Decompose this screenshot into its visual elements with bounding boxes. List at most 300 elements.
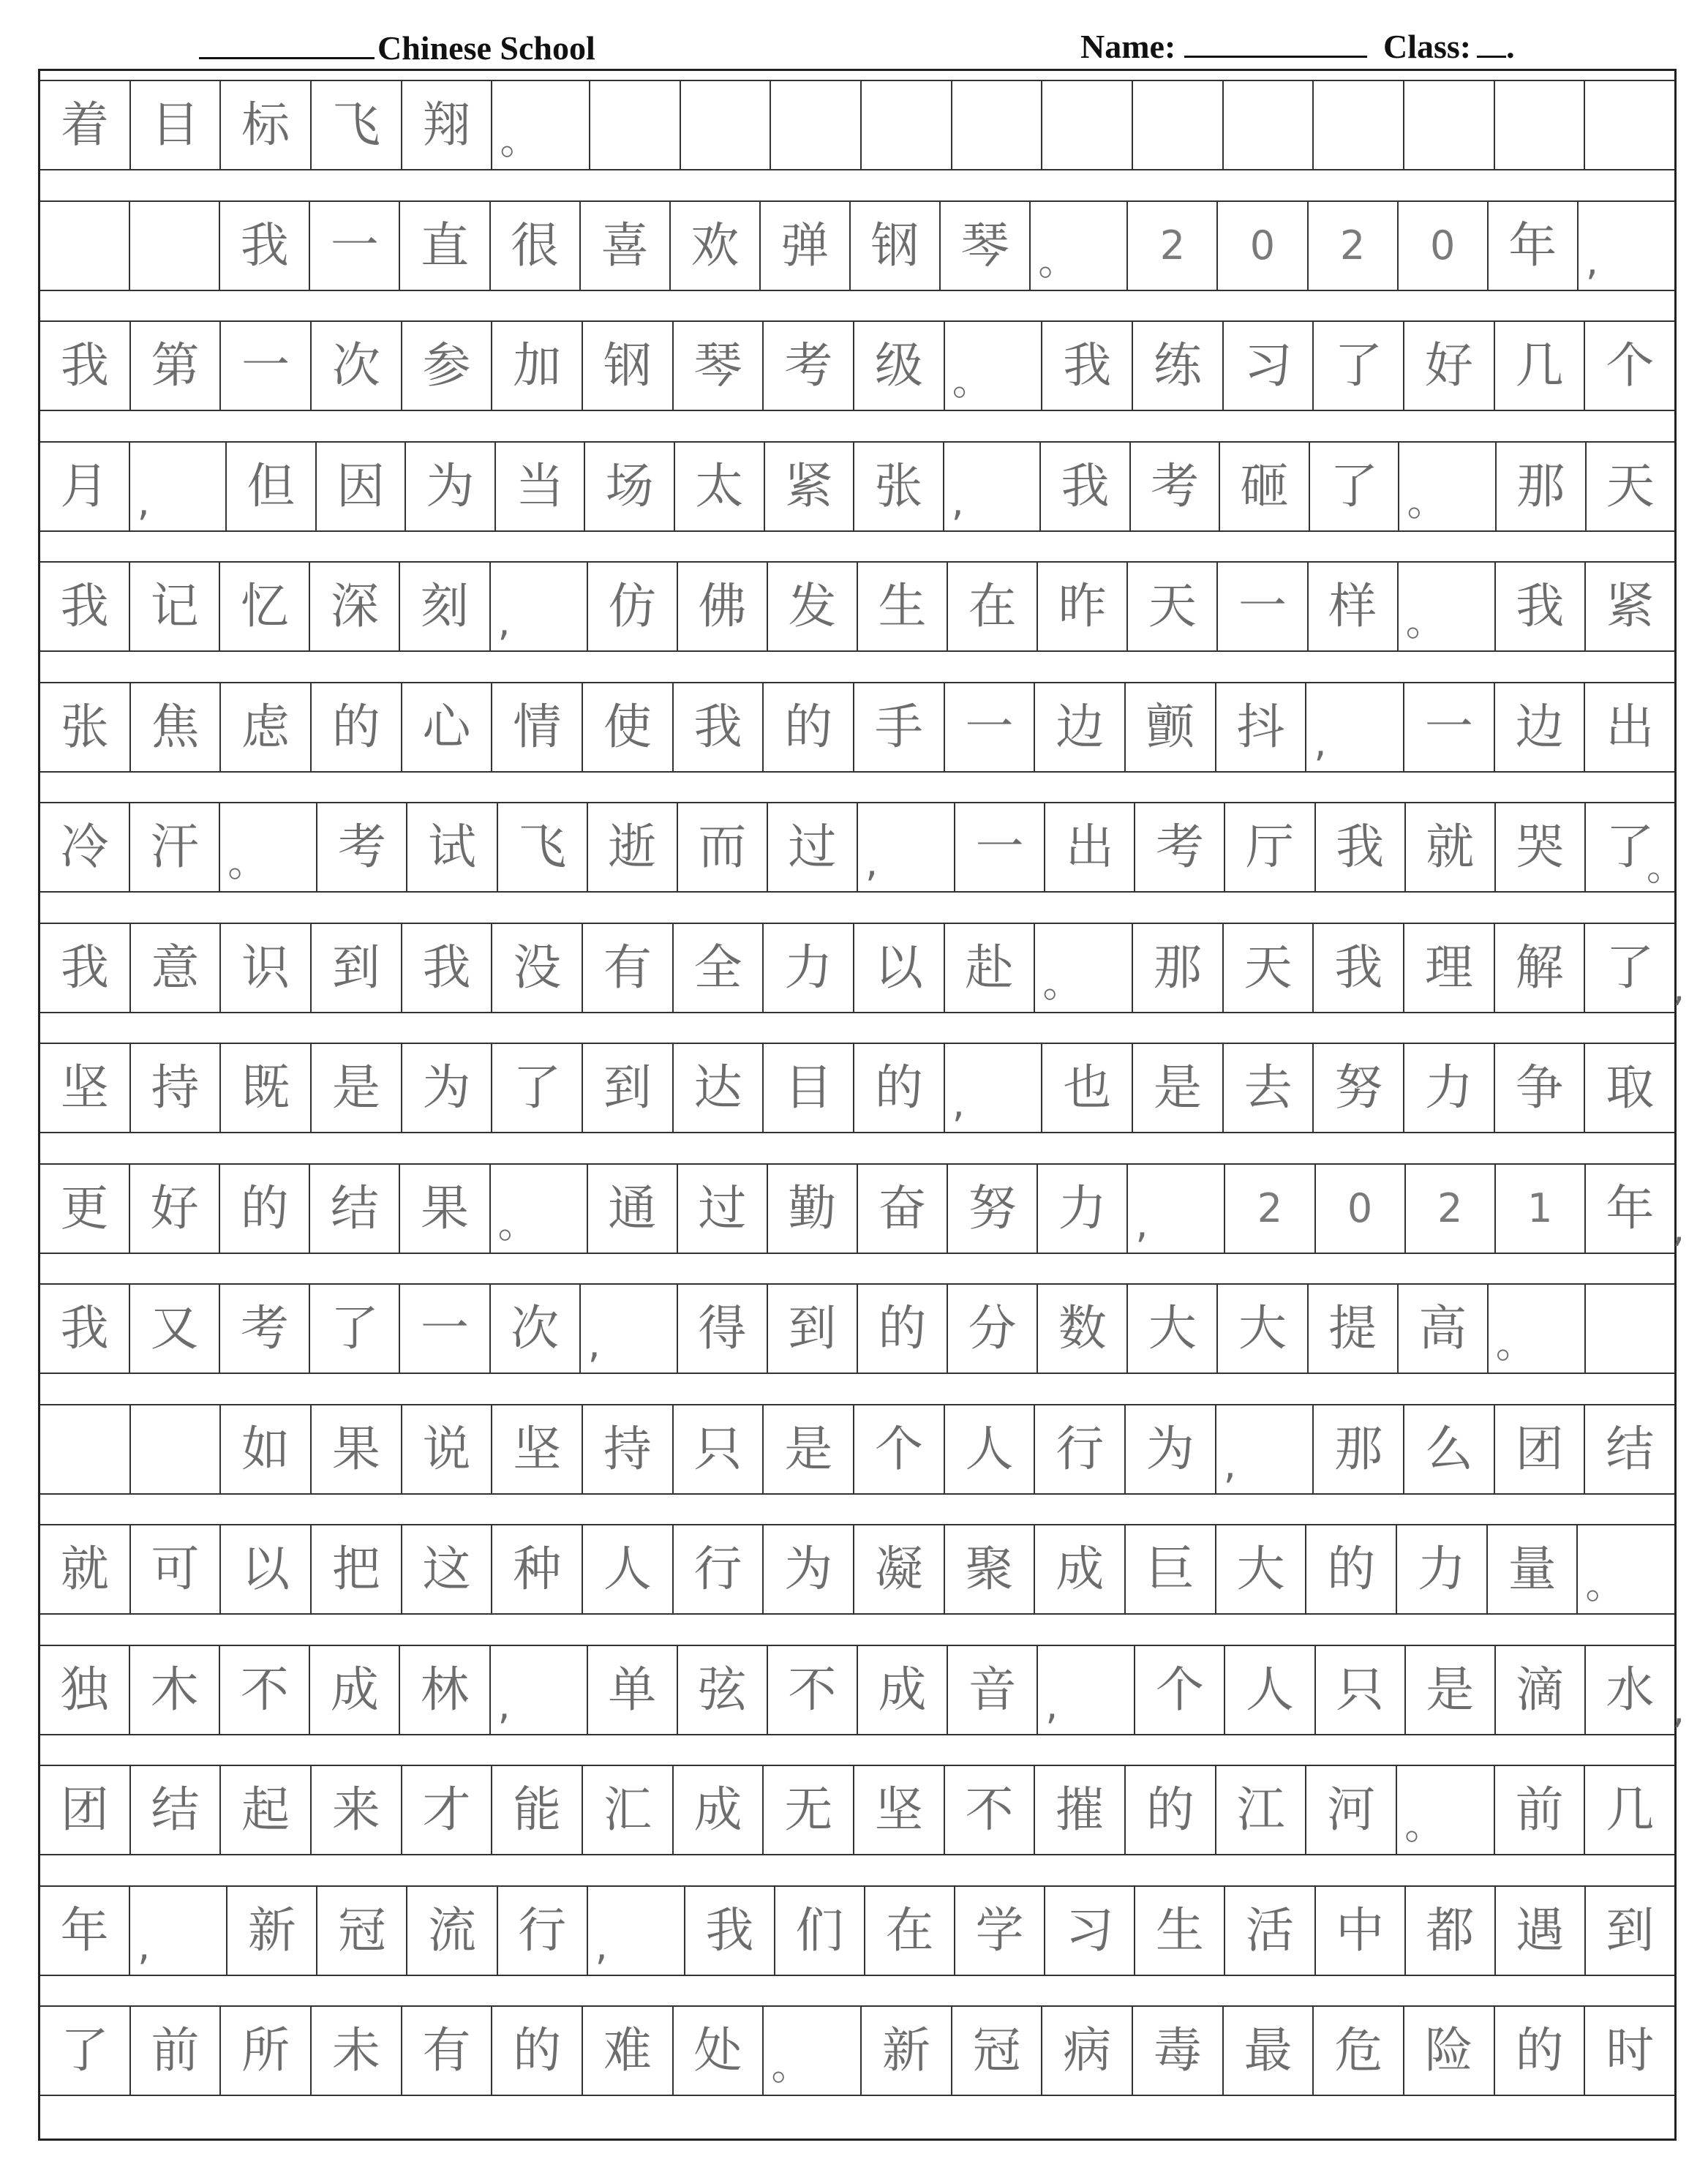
grid-cell: 。 [491,81,589,169]
grid-cell: 。 [1397,563,1494,650]
grid-cell: 。 [1029,202,1126,290]
grid-cell: 发 [767,563,857,650]
grid-cell: 紧 [1584,563,1674,650]
grid-cell: 焦 [129,683,220,771]
grid-cell: 这 [401,1525,492,1613]
grid-cell: 的 [1124,1766,1215,1854]
worksheet-header [0,0,1708,73]
grid-cell: 一 [309,202,399,290]
grid-cell: 考 [316,803,406,891]
grid-cell: 林 [399,1646,489,1734]
grid-cell: 独 [60,1661,109,1718]
grid-cell: 刻 [399,563,489,650]
grid-cell: 起 [219,1766,310,1854]
grid-cell [129,202,219,290]
grid-cell: 试 [406,803,496,891]
grid-cell: 我 [672,683,763,771]
grid-cell: 是 [1404,1646,1494,1734]
grid-cell: 河 [1305,1766,1396,1854]
grid-cell: 仿 [587,563,677,650]
grid-cell: 目 [762,1044,853,1132]
grid-cell: 次 [310,322,401,410]
grid-cell: 样 [1307,563,1397,650]
grid-cell: , [489,1646,587,1734]
grid-cell: 天 [1126,563,1216,650]
grid-cell: 力 [762,924,853,1012]
grid-cell: 把 [310,1525,401,1613]
grid-cell: 的 [491,2007,582,2095]
grid-cell: 大 [1216,1285,1306,1373]
grid-cell: 冠 [316,1887,406,1975]
grid-cell: 考 [762,322,853,410]
grid-cell: 那 [1132,924,1222,1012]
grid-cell: 得 [677,1285,767,1373]
grid-cell: 不 [219,1646,309,1734]
grid-cell: 我 [401,924,492,1012]
grid-cell: 中 [1314,1887,1404,1975]
grid-cell: 飞 [310,81,401,169]
grid-cell: 的 [1305,1525,1396,1613]
grid-cell: 取 [1584,1044,1674,1132]
class-label: Class: [1383,28,1472,65]
grid-cell: 人 [944,1405,1034,1493]
grid-cell: 使 [582,683,672,771]
school-blank [199,28,375,59]
grid-cell: 前 [129,2007,220,2095]
grid-cell: 既 [219,1044,310,1132]
grid-row [40,200,1674,291]
grid-cell: 了 [1312,322,1403,410]
grid-cell: 了 。 [1584,803,1674,891]
grid-cell: 考 [1134,803,1224,891]
grid-cell: 喜 [579,202,669,290]
grid-cell: 记 [129,563,219,650]
grid-cell: 。 [762,2007,860,2095]
grid-cell: 月 [60,457,109,514]
grid-cell: , [1037,1646,1134,1734]
grid-cell: 欢 [669,202,759,290]
class-field [1383,26,1515,66]
grid-cell: 持 [129,1044,220,1132]
grid-cell: 遇 [1494,1887,1584,1975]
grid-cell [1584,81,1674,169]
grid-cell: 手 [853,683,944,771]
grid-cell: 我 [1314,803,1404,891]
grid-cell: 昨 [1037,563,1126,650]
grid-cell [1494,81,1584,169]
grid-cell: 量 [1486,1525,1577,1613]
grid-cell: 更 [60,1179,109,1236]
grid-cell: 来 [310,1766,401,1854]
grid-cell [40,202,129,290]
grid-cell: 弦 [677,1646,767,1734]
grid-row [40,1283,1674,1374]
grid-row [40,2005,1674,2096]
grid-cell: 次 [489,1285,579,1373]
grid-cell: 江 [1215,1766,1306,1854]
grid-cell: 。 [1487,1285,1584,1373]
grid-cell: 飞 [497,803,587,891]
grid-cell: 我 [1312,924,1403,1012]
grid-cell: 努 [947,1165,1037,1253]
grid-cell: 厅 [1224,803,1314,891]
grid-cell: 了 [1309,443,1399,530]
grid-cell: 为 [762,1525,853,1613]
grid-cell: 好 [1403,322,1494,410]
grid-cell: 新 [860,2007,951,2095]
grid-cell: 争 [1494,1044,1584,1132]
grid-cell: 我 [219,202,309,290]
grid-cell: 以 [219,1525,310,1613]
grid-cell [1403,81,1494,169]
grid-cell [860,81,951,169]
grid-cell: 为 [1124,1405,1215,1493]
grid-cell: 紧 [764,443,854,530]
grid-cell: 太 [674,443,764,530]
grid-cell: 达 [672,1044,763,1132]
grid-cell: , [1126,1165,1224,1253]
grid-cell: 巨 [1124,1525,1215,1613]
grid-cell: 0 [1314,1165,1404,1253]
grid-cell: 所 [219,2007,310,2095]
grid-cell: 成 [857,1646,947,1734]
grid-row [40,1163,1685,1254]
grid-cell: 毒 [1132,2007,1222,2095]
grid-cell [770,81,860,169]
grid-cell: 又 [129,1285,219,1373]
grid-cell: 目 [129,81,220,169]
grid-cell: 凝 [853,1525,944,1613]
grid-row [40,80,1674,170]
grid-cell [1132,81,1222,169]
grid-cell: 年 [1487,202,1577,290]
grid-cell: 但 [225,443,315,530]
grid-cell: 提 [1307,1285,1397,1373]
grid-cell: 张 [853,443,943,530]
grid-cell: 前 [1494,1766,1584,1854]
grid-row [40,320,1674,411]
trailing-punctuation: , [1672,1206,1685,1251]
grid-cell: 出 [1584,683,1674,771]
trailing-punctuation: , [1672,1688,1685,1732]
grid-cell: 滴 [1494,1646,1584,1734]
grid-cell: 边 [1494,683,1584,771]
grid-cell: 参 [401,322,492,410]
grid-cell: 可 [129,1525,220,1613]
grid-cell: 了 , [1584,924,1674,1012]
grid-cell: 哭 [1494,803,1584,891]
grid-cell: 佛 [677,563,767,650]
grid-cell: 大 [1126,1285,1216,1373]
grid-cell: 都 [1404,1887,1494,1975]
grid-cell: 过 [677,1165,767,1253]
grid-cell: 忆 [219,563,309,650]
grid-cell: 坚 [491,1405,582,1493]
grid-cell: 奋 [857,1165,947,1253]
grid-cell: 在 [864,1887,954,1975]
grid-cell: 我 [684,1887,774,1975]
grid-cell: 一 [1216,563,1306,650]
grid-cell: 么 [1403,1405,1494,1493]
grid-cell: 我 [60,939,109,996]
grid-cell: 是 [762,1405,853,1493]
grid-cell: 年 [60,1901,109,1959]
grid-cell: 通 [587,1165,677,1253]
grid-cell: 习 [1044,1887,1134,1975]
grid-cell: 钢 [849,202,939,290]
grid-cell: , [579,1285,677,1373]
grid-cell: 坚 [853,1766,944,1854]
school-label: Chinese School [377,29,595,67]
grid-cell: 了 [491,1044,582,1132]
grid-cell [1584,1285,1674,1373]
name-label: Name: [1080,28,1176,65]
grid-cell: 果 [399,1165,489,1253]
grid-cell [1041,81,1132,169]
grid-cell: 在 [947,563,1037,650]
grid-cell: 的 [219,1165,309,1253]
grid-cell: 我 [60,578,109,634]
grid-cell: 第 [129,322,220,410]
grid-cell: 识 [219,924,310,1012]
grid-cell: 有 [401,2007,492,2095]
grid-cell: 。 [1034,924,1132,1012]
grid-cell: 钢 [582,322,672,410]
grid-cell: 张 [60,698,109,755]
grid-cell: 边 [1034,683,1124,771]
grid-cell: 意 [129,924,220,1012]
grid-cell: 为 [401,1044,492,1132]
grid-cell: 是 [310,1044,401,1132]
grid-cell: 汗 [129,803,219,891]
grid-cell: 木 [129,1646,219,1734]
grid-row [40,682,1674,773]
grid-cell: 心 [401,683,492,771]
grid-cell: , [129,1887,226,1975]
grid-cell: 力 [1037,1165,1126,1253]
grid-cell: 0 [1397,202,1487,290]
grid-cell: 不 [767,1646,857,1734]
grid-cell: 力 [1403,1044,1494,1132]
grid-cell: 学 [954,1887,1044,1975]
grid-cell [951,81,1042,169]
grid-cell: 到 [310,924,401,1012]
name-field [1080,26,1367,66]
grid-cell: 的 [310,683,401,771]
school-field [199,28,595,67]
grid-cell: 几 [1584,1766,1674,1854]
grid-row [40,1765,1674,1855]
grid-cell: 。 [1396,1766,1494,1854]
grid-cell: 深 [309,563,399,650]
grid-cell: 成 [309,1646,399,1734]
grid-cell: 才 [401,1766,492,1854]
grid-cell: 团 [60,1781,109,1838]
grid-cell: 。 [1576,1525,1674,1613]
grid-cell: 只 [1314,1646,1404,1734]
grid-cell: 处 [672,2007,763,2095]
grid-cell [680,81,770,169]
grid-cell: 的 [762,683,853,771]
grid-cell: 摧 [1034,1766,1124,1854]
grid-cell: 勤 [767,1165,857,1253]
grid-cell: 因 [315,443,405,530]
grid-cell: 个 [1134,1646,1224,1734]
grid-cell: 音 [947,1646,1037,1734]
grid-cell: 标 [219,81,310,169]
grid-row [40,1404,1674,1495]
grid-cell: 是 [1132,1044,1222,1132]
grid-cell: 0 [1216,202,1306,290]
grid-cell: 着 [60,97,109,153]
grid-cell: 我 [60,337,109,394]
grid-cell: , [944,1044,1042,1132]
grid-cell: 一 [1403,683,1494,771]
grid-cell: 没 [491,924,582,1012]
grid-cell: 的 [1494,2007,1584,2095]
grid-cell: 分 [947,1285,1037,1373]
grid-cell: 砸 [1219,443,1309,530]
grid-cell: 直 [399,202,489,290]
grid-cell: 天 [1585,443,1675,530]
grid-cell: 的 [857,1285,947,1373]
grid-cell: , [489,563,587,650]
grid-cell: 也 [1041,1044,1132,1132]
grid-cell: 我 [1041,322,1132,410]
grid-cell: 2 [1404,1165,1494,1253]
grid-cell: 有 [582,924,672,1012]
grid-cell: 数 [1037,1285,1126,1373]
grid-cell: 考 [219,1285,309,1373]
grid-cell: 冠 [951,2007,1042,2095]
grid-cell: 理 [1403,924,1494,1012]
grid-cell: 场 [584,443,674,530]
grid-cell: , [1215,1405,1313,1493]
grid-cell: 琴 [672,322,763,410]
grid-cell: 那 [1495,443,1585,530]
grid-cell: 2 [1307,202,1397,290]
grid-cell: 人 [1224,1646,1314,1734]
grid-cell: 险 [1403,2007,1494,2095]
grid-cell: 到 [1584,1887,1674,1975]
grid-cell: 。 [489,1165,587,1253]
grid-cell: 行 [497,1887,587,1975]
grid-row [40,1043,1674,1133]
grid-cell: 就 [1404,803,1494,891]
grid-cell: 活 [1224,1887,1314,1975]
grid-row [40,561,1674,652]
class-tail: . [1506,28,1515,65]
grid-cell: 生 [1134,1887,1224,1975]
grid-cell: 个 [1584,322,1674,410]
grid-row [40,441,1674,532]
grid-cell: 结 [1584,1405,1674,1493]
grid-cell: 为 [405,443,494,530]
grid-cell: 练 [1132,322,1222,410]
grid-cell: 最 [1222,2007,1313,2095]
grid-cell [589,81,680,169]
grid-cell: 了 [309,1285,399,1373]
grid-cell: 一 [954,803,1044,891]
name-blank [1184,26,1367,58]
grid-cell: 了 [60,2022,109,2079]
grid-cell: 汇 [582,1766,672,1854]
grid-cell: 级 [853,322,944,410]
grid-cell: 当 [494,443,584,530]
writing-grid [38,69,1685,2141]
grid-cell: 颤 [1124,683,1215,771]
grid-cell: 。 [944,322,1042,410]
grid-cell: 全 [672,924,763,1012]
grid-cell: 2 [1224,1165,1314,1253]
grid-cell: , [857,803,954,891]
grid-cell: , [1577,202,1674,290]
grid-row [40,802,1685,893]
grid-cell: , [587,1887,684,1975]
grid-cell: 不 [944,1766,1034,1854]
grid-cell: 成 [1034,1525,1124,1613]
grid-cell: 如 [219,1405,310,1493]
grid-cell: 生 [857,563,947,650]
grid-cell: 过 [767,803,857,891]
grid-cell: 结 [129,1766,220,1854]
grid-row [40,1524,1674,1615]
grid-cell: 坚 [60,1059,109,1116]
grid-cell: 持 [582,1405,672,1493]
grid-cell: 赴 [944,924,1034,1012]
grid-cell: 习 [1222,322,1313,410]
grid-row [40,923,1685,1013]
grid-cell: 只 [672,1405,763,1493]
grid-cell: 一 [219,322,310,410]
grid-cell: 能 [491,1766,582,1854]
grid-cell: 我 [1039,443,1129,530]
grid-cell: 。 [1398,443,1495,530]
grid-cell: 很 [489,202,579,290]
grid-cell: 成 [672,1766,763,1854]
grid-cell: 一 [399,1285,489,1373]
grid-cell: 难 [582,2007,672,2095]
grid-cell: 出 [1044,803,1134,891]
grid-cell: 2 [1126,202,1216,290]
grid-cell: 流 [406,1887,496,1975]
grid-cell [1222,81,1313,169]
grid-cell: 弹 [759,202,849,290]
grid-cell: 新 [226,1887,316,1975]
grid-cell: 努 [1312,1044,1403,1132]
grid-cell: 个 [853,1405,944,1493]
grid-cell: 琴 [939,202,1029,290]
grid-cell: 一 [944,683,1034,771]
grid-cell: 危 [1312,2007,1403,2095]
grid-cell: 水 , [1584,1646,1674,1734]
grid-cell: 们 [774,1887,864,1975]
grid-row [40,1885,1674,1976]
grid-cell: 说 [401,1405,492,1493]
grid-cell: 单 [587,1646,677,1734]
grid-cell: , [943,443,1040,530]
grid-cell: 去 [1222,1044,1313,1132]
grid-cell: 而 [677,803,767,891]
grid-cell: 我 [60,1300,109,1356]
trailing-punctuation: 。 [1646,846,1685,890]
grid-cell: 虑 [219,683,310,771]
grid-cell: 就 [60,1541,109,1597]
grid-cell: 团 [1494,1405,1584,1493]
class-blank [1477,26,1506,58]
grid-cell: , [1305,683,1403,771]
grid-cell: 行 [672,1525,763,1613]
